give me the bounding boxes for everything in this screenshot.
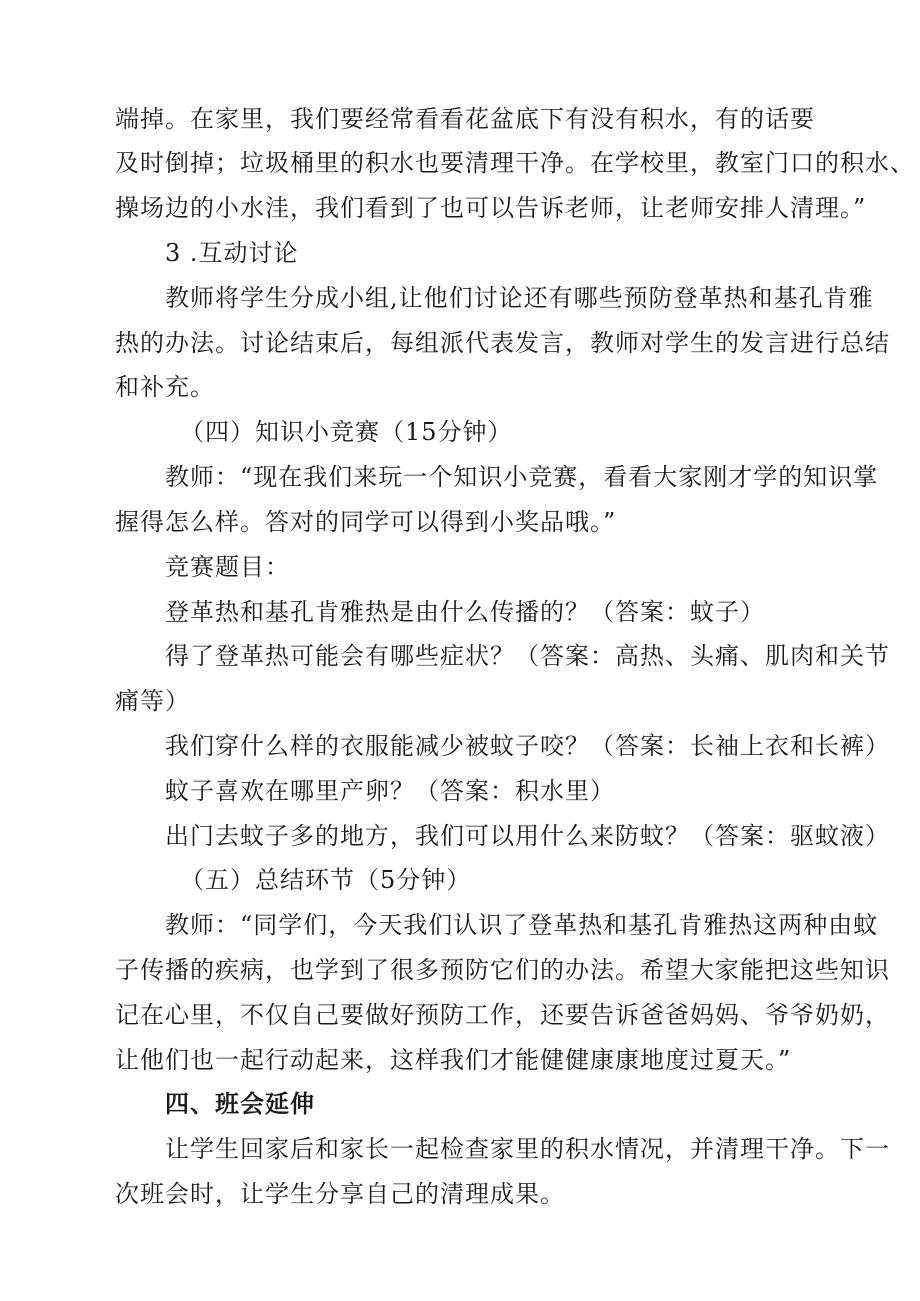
quiz-question: 蚊子喜欢在哪里产卵？（答案：积水里） [165, 777, 615, 805]
quiz-question: 痛等） [115, 687, 190, 715]
paragraph-line: 竞赛题目： [165, 553, 290, 581]
paragraph-line: 和补充。 [115, 373, 215, 401]
quiz-question: 登革热和基孔肯雅热是由什么传播的？（答案：蚊子） [165, 598, 765, 626]
paragraph-line: 端掉。在家里，我们要经常看看花盆底下有没有积水，有的话要 [115, 105, 815, 133]
paragraph-line: 操场边的小水洼，我们看到了也可以告诉老师，让老师安排人清理。” [115, 194, 867, 222]
section-heading: （四）知识小竞赛（15分钟） [180, 418, 513, 446]
paragraph-line: 让他们也一起行动起来，这样我们才能健健康康地度过夏天。” [115, 1046, 792, 1074]
paragraph-line: 子传播的疾病，也学到了很多预防它们的办法。希望大家能把这些知识 [115, 956, 890, 984]
quiz-question: 出门去蚊子多的地方，我们可以用什么来防蚊？（答案：驱蚊液） [165, 822, 890, 850]
paragraph-line: 握得怎么样。答对的同学可以得到小奖品哦。” [115, 508, 617, 536]
paragraph-line: 热的办法。讨论结束后，每组派代表发言，教师对学生的发言进行总结 [115, 329, 890, 357]
paragraph-line: 记在心里，不仅自己要做好预防工作，还要告诉爸爸妈妈、爷爷奶奶， [115, 1001, 890, 1029]
quiz-question: 得了登革热可能会有哪些症状？（答案：高热、头痛、肌肉和关节 [165, 642, 890, 670]
paragraph-line: 让学生回家后和家长一起检查家里的积水情况，并清理干净。下一 [165, 1135, 890, 1163]
section-heading-main: 四、班会延伸 [165, 1090, 315, 1118]
quiz-question: 我们穿什么样的衣服能减少被蚊子咬？（答案：长袖上衣和长裤） [165, 732, 890, 760]
paragraph-line: 及时倒掉；垃圾桶里的积水也要清理干净。在学校里，教室门口的积水、 [115, 149, 915, 177]
paragraph-line: 教师将学生分成小组,让他们讨论还有哪些预防登革热和基孔肯雅 [165, 284, 874, 312]
paragraph-line: 次班会时，让学生分享自己的清理成果。 [115, 1180, 565, 1208]
paragraph-line: 教师：“现在我们来玩一个知识小竞赛，看看大家刚才学的知识掌 [165, 463, 879, 491]
section-heading: 3 .互动讨论 [165, 239, 299, 267]
paragraph-line: 教师：“同学们，今天我们认识了登革热和基孔肯雅热这两种由蚊 [165, 911, 879, 939]
section-heading: （五）总结环节（5分钟） [180, 866, 472, 894]
